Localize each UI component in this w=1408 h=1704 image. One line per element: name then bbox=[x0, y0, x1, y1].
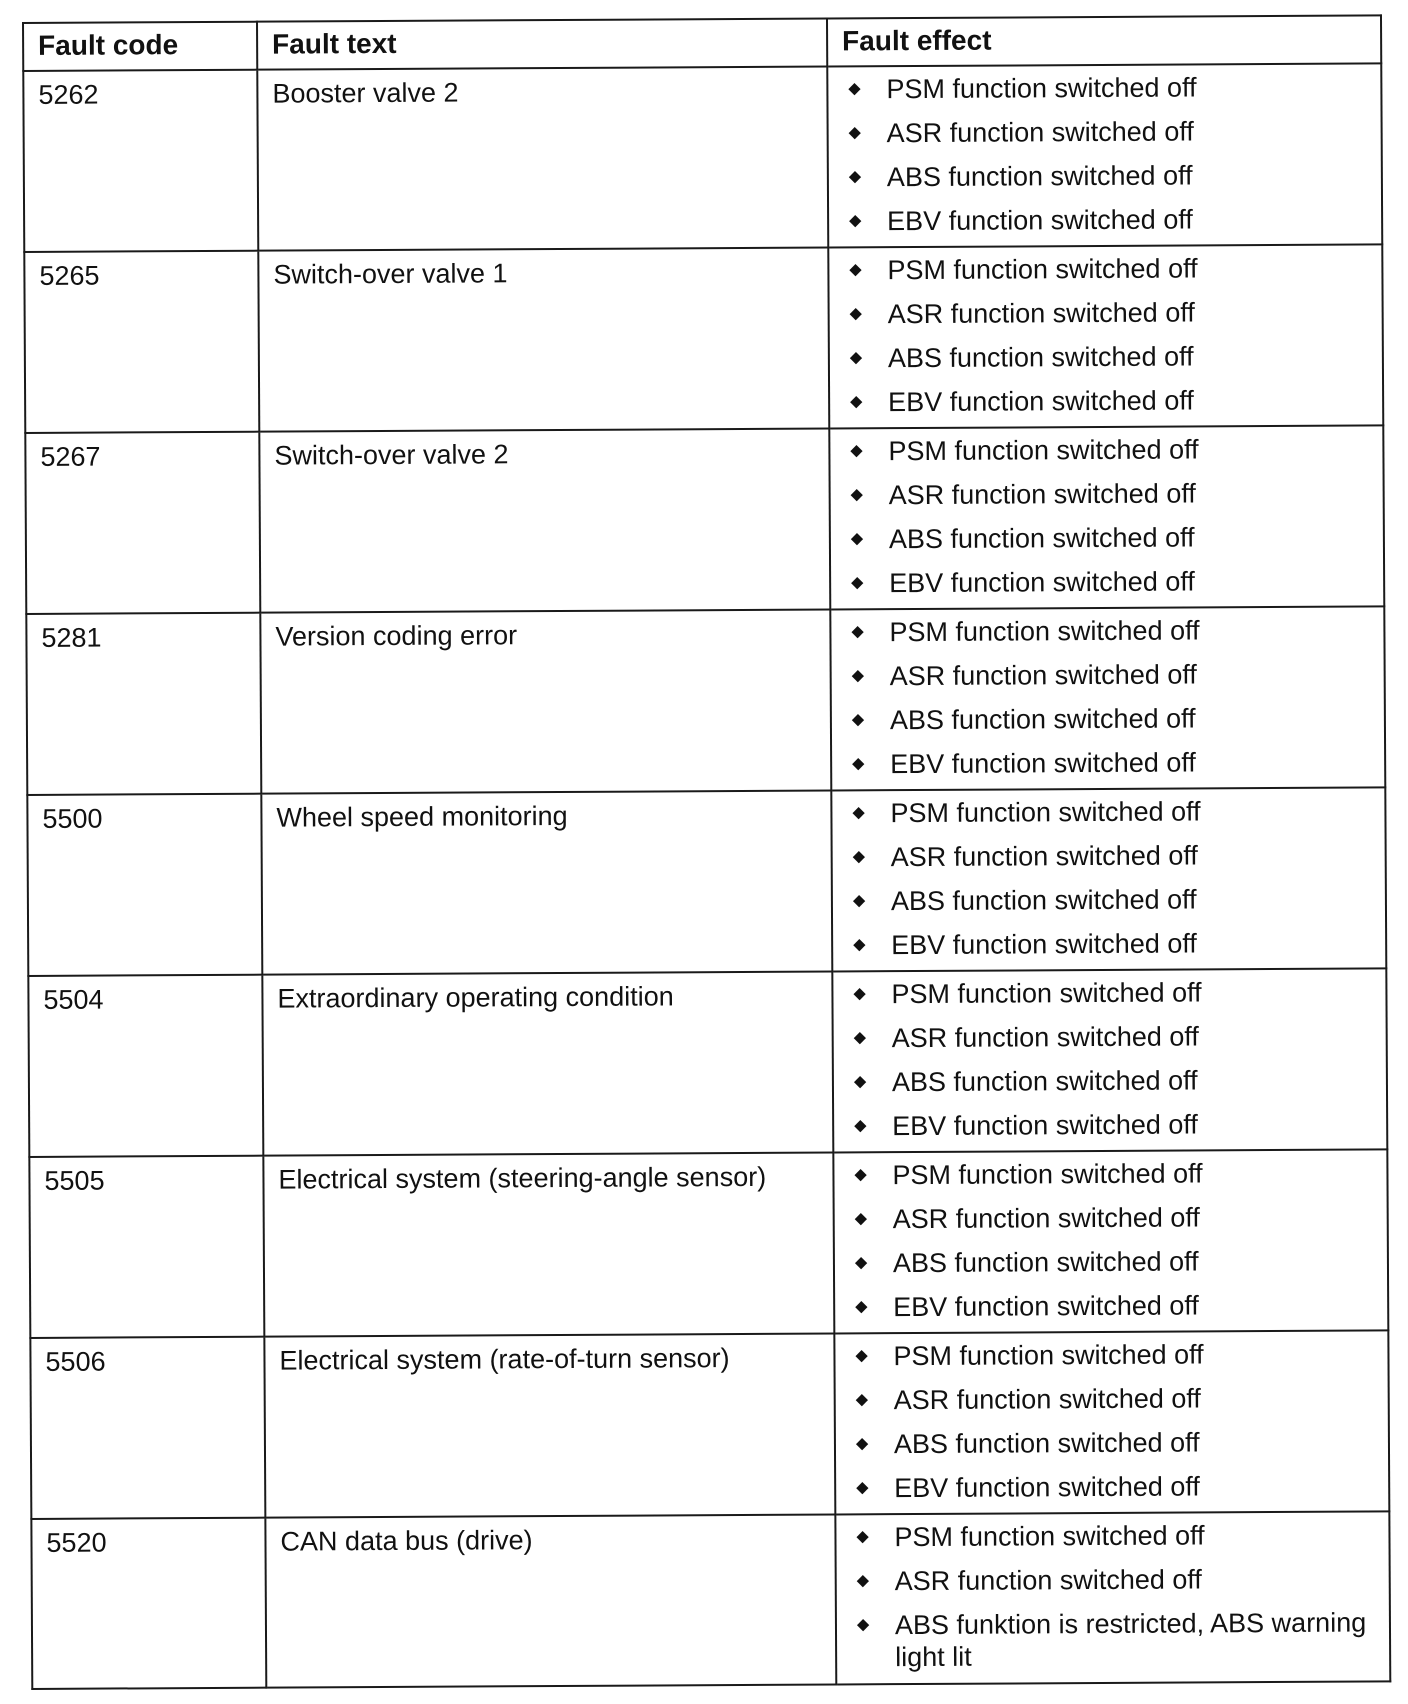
diamond-bullet-icon: ◆ bbox=[851, 623, 864, 641]
diamond-bullet-icon: ◆ bbox=[850, 486, 864, 504]
effect-item bbox=[847, 975, 1373, 1010]
effect-item bbox=[846, 745, 1372, 780]
fault-effect-cell bbox=[830, 606, 1385, 790]
effect-item bbox=[847, 926, 1373, 961]
table-row bbox=[29, 1149, 1388, 1338]
diamond-bullet-icon: ◆ bbox=[852, 892, 866, 910]
effect-item bbox=[851, 1562, 1377, 1597]
effect-item bbox=[850, 1381, 1376, 1416]
diamond-bullet-icon: ◆ bbox=[853, 936, 866, 954]
effect-text: PSM function switched off bbox=[891, 977, 1202, 1010]
effect-text: PSM function switched off bbox=[889, 615, 1200, 648]
fault-text-cell: Version coding error bbox=[260, 609, 831, 793]
table-row bbox=[30, 1330, 1389, 1519]
header-fault-effect: Fault effect bbox=[827, 15, 1381, 66]
diamond-bullet-icon: ◆ bbox=[850, 530, 864, 548]
fault-effect-cell bbox=[833, 1149, 1388, 1333]
effect-item bbox=[848, 1063, 1374, 1098]
effect-item bbox=[847, 838, 1373, 873]
diamond-bullet-icon: ◆ bbox=[852, 804, 865, 822]
diamond-bullet-icon: ◆ bbox=[848, 80, 861, 98]
fault-code-cell: 5505 bbox=[29, 1156, 264, 1338]
effect-item bbox=[843, 114, 1369, 149]
fault-code-cell: 5267 bbox=[25, 432, 260, 614]
fault-effect-cell bbox=[834, 1330, 1389, 1514]
effect-item bbox=[844, 383, 1370, 418]
diamond-bullet-icon: ◆ bbox=[854, 1117, 867, 1135]
diamond-bullet-icon: ◆ bbox=[850, 442, 863, 460]
diamond-bullet-icon: ◆ bbox=[855, 1391, 869, 1409]
effect-text: PSM function switched off bbox=[893, 1339, 1204, 1372]
effect-item bbox=[844, 432, 1370, 467]
effect-text: EBV function switched off bbox=[889, 566, 1195, 599]
effect-item bbox=[847, 882, 1373, 917]
effect-text: ASR function switched off bbox=[890, 840, 1198, 873]
effect-text: ABS function switched off bbox=[887, 341, 1194, 374]
fault-effect-cell bbox=[831, 787, 1386, 971]
effect-item bbox=[846, 794, 1372, 829]
effect-item bbox=[845, 520, 1371, 555]
effect-text: PSM function switched off bbox=[887, 253, 1198, 286]
effect-text: EBV function switched off bbox=[891, 928, 1197, 961]
table-row bbox=[26, 606, 1385, 795]
fault-effect-cell bbox=[829, 425, 1384, 609]
document-page bbox=[22, 14, 1389, 1690]
effect-text: ABS function switched off bbox=[893, 1427, 1200, 1460]
fault-code-cell: 5500 bbox=[27, 794, 262, 976]
diamond-bullet-icon: ◆ bbox=[851, 711, 865, 729]
effect-item bbox=[849, 1288, 1375, 1323]
fault-code-cell: 5520 bbox=[31, 1518, 266, 1689]
effect-text: PSM function switched off bbox=[892, 1158, 1203, 1191]
effect-text: EBV function switched off bbox=[887, 204, 1193, 237]
diamond-bullet-icon: ◆ bbox=[849, 261, 862, 279]
effect-text: EBV function switched off bbox=[892, 1109, 1198, 1142]
diamond-bullet-icon: ◆ bbox=[856, 1479, 869, 1497]
diamond-bullet-icon: ◆ bbox=[851, 574, 864, 592]
diamond-bullet-icon: ◆ bbox=[849, 212, 862, 230]
header-fault-text: Fault text bbox=[257, 19, 827, 70]
effect-item bbox=[842, 70, 1368, 105]
diamond-bullet-icon: ◆ bbox=[854, 1166, 867, 1184]
fault-code-cell: 5504 bbox=[28, 975, 263, 1157]
effect-text: PSM function switched off bbox=[894, 1520, 1205, 1553]
diamond-bullet-icon: ◆ bbox=[855, 1298, 868, 1316]
effect-item bbox=[850, 1425, 1376, 1460]
diamond-bullet-icon: ◆ bbox=[855, 1435, 869, 1453]
diamond-bullet-icon: ◆ bbox=[848, 168, 862, 186]
effect-text: ASR function switched off bbox=[893, 1383, 1201, 1416]
effect-text: ASR function switched off bbox=[889, 659, 1197, 692]
effect-text: PSM function switched off bbox=[888, 434, 1199, 467]
effect-item bbox=[846, 701, 1372, 736]
diamond-bullet-icon: ◆ bbox=[852, 848, 866, 866]
effect-text: ABS function switched off bbox=[889, 703, 1196, 736]
effect-item bbox=[851, 1606, 1377, 1673]
effect-text: ABS function switched off bbox=[886, 160, 1193, 193]
effect-item bbox=[845, 564, 1371, 599]
effect-item bbox=[844, 295, 1370, 330]
effect-item bbox=[849, 1200, 1375, 1235]
table-row bbox=[25, 425, 1384, 614]
effect-text: ABS function switched off bbox=[890, 884, 1197, 917]
diamond-bullet-icon: ◆ bbox=[848, 124, 861, 142]
effect-item bbox=[850, 1469, 1376, 1504]
diamond-bullet-icon: ◆ bbox=[850, 393, 863, 411]
effect-text: EBV function switched off bbox=[893, 1290, 1199, 1323]
fault-text-cell: Booster valve 2 bbox=[257, 67, 828, 251]
diamond-bullet-icon: ◆ bbox=[854, 1254, 868, 1272]
effect-item bbox=[849, 1244, 1375, 1279]
effect-item bbox=[846, 657, 1372, 692]
fault-effect-cell bbox=[832, 968, 1387, 1152]
diamond-bullet-icon: ◆ bbox=[856, 1528, 869, 1546]
effect-item bbox=[848, 1019, 1374, 1054]
effect-item bbox=[844, 339, 1370, 374]
fault-text-cell: Electrical system (rate-of-turn sensor) bbox=[264, 1333, 835, 1517]
diamond-bullet-icon: ◆ bbox=[852, 755, 865, 773]
fault-text-cell: Switch-over valve 2 bbox=[259, 428, 830, 612]
effect-item bbox=[848, 1107, 1374, 1142]
effect-text: ASR function switched off bbox=[886, 116, 1194, 149]
diamond-bullet-icon: ◆ bbox=[856, 1616, 870, 1634]
effect-item bbox=[843, 158, 1369, 193]
effect-item bbox=[845, 476, 1371, 511]
effect-text: ASR function switched off bbox=[892, 1202, 1200, 1235]
effect-item bbox=[848, 1156, 1374, 1191]
diamond-bullet-icon: ◆ bbox=[851, 667, 865, 685]
fault-text-cell: Switch-over valve 1 bbox=[258, 248, 829, 432]
header-row bbox=[23, 15, 1381, 71]
diamond-bullet-icon: ◆ bbox=[854, 1210, 868, 1228]
effect-text: EBV function switched off bbox=[890, 747, 1196, 780]
table-row bbox=[28, 968, 1387, 1157]
table-row bbox=[24, 244, 1383, 433]
effect-text: ABS function switched off bbox=[888, 522, 1195, 555]
fault-text-cell: Electrical system (steering-angle sensor) bbox=[263, 1152, 834, 1336]
effect-text: ASR function switched off bbox=[888, 478, 1196, 511]
effect-item bbox=[850, 1518, 1376, 1553]
table-row bbox=[23, 63, 1382, 252]
table-row bbox=[31, 1511, 1390, 1689]
effect-text: EBV function switched off bbox=[888, 385, 1194, 418]
fault-text-cell: Extraordinary operating condition bbox=[262, 971, 833, 1155]
diamond-bullet-icon: ◆ bbox=[855, 1347, 868, 1365]
fault-text-cell: CAN data bus (drive) bbox=[265, 1514, 836, 1687]
fault-code-cell: 5262 bbox=[23, 70, 258, 252]
fault-effect-cell bbox=[827, 63, 1382, 247]
effect-item bbox=[843, 251, 1369, 286]
header-fault-code: Fault code bbox=[23, 22, 257, 71]
fault-code-cell: 5281 bbox=[26, 613, 261, 795]
fault-table bbox=[22, 14, 1391, 1690]
fault-effect-cell bbox=[828, 244, 1383, 428]
effect-text: ABS funktion is restricted, ABS warning light lit bbox=[894, 1607, 1367, 1673]
effect-text: ASR function switched off bbox=[887, 297, 1195, 330]
fault-code-cell: 5506 bbox=[30, 1337, 265, 1519]
effect-text: ABS function switched off bbox=[891, 1065, 1198, 1098]
diamond-bullet-icon: ◆ bbox=[853, 985, 866, 1003]
effect-text: ASR function switched off bbox=[894, 1564, 1202, 1597]
effect-item bbox=[849, 1337, 1375, 1372]
table-row bbox=[27, 787, 1386, 976]
effect-text: ABS function switched off bbox=[892, 1246, 1199, 1279]
diamond-bullet-icon: ◆ bbox=[849, 305, 863, 323]
fault-effect-cell bbox=[835, 1511, 1390, 1684]
effect-text: PSM function switched off bbox=[890, 796, 1201, 829]
diamond-bullet-icon: ◆ bbox=[849, 349, 863, 367]
effect-item bbox=[843, 202, 1369, 237]
effect-text: ASR function switched off bbox=[891, 1021, 1199, 1054]
fault-code-cell: 5265 bbox=[24, 251, 259, 433]
effect-text: PSM function switched off bbox=[886, 72, 1197, 105]
effect-text: EBV function switched off bbox=[894, 1471, 1200, 1504]
fault-text-cell: Wheel speed monitoring bbox=[261, 790, 832, 974]
diamond-bullet-icon: ◆ bbox=[853, 1029, 867, 1047]
diamond-bullet-icon: ◆ bbox=[856, 1572, 870, 1590]
diamond-bullet-icon: ◆ bbox=[853, 1073, 867, 1091]
effect-item bbox=[845, 613, 1371, 648]
